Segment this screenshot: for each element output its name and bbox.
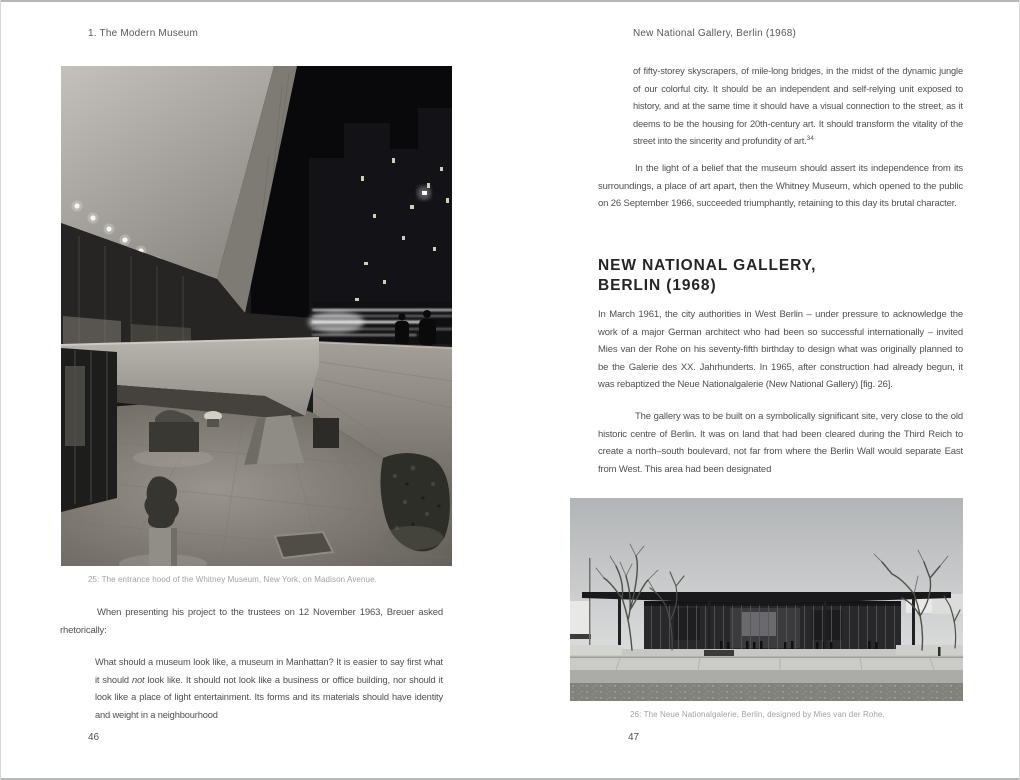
- intro-paragraph: When presenting his project to the trustees on 12 November 1963, Breuer asked rhetorically:: [60, 607, 443, 636]
- figure-25-photo: [61, 66, 452, 566]
- breuer-quote: What should a museum look like, a museum in Manhattan? It is easier to say first what it should not look like. It should not look like a business or office building, nor should it look like a place of light entertainment. Its forms and its materials should have identity and weight in a neighbourhood: [95, 657, 443, 720]
- running-head-left: 1. The Modern Museum: [88, 28, 198, 39]
- neue-nationalgalerie-photo: [570, 498, 963, 701]
- running-head-right: New National Gallery, Berlin (1968): [633, 28, 796, 39]
- page-number-right: 47: [628, 732, 640, 743]
- section-heading-line-2: BERLIN (1968): [598, 276, 717, 294]
- figure-caption-25: 25: The entrance hood of the Whitney Museum, New York, on Madison Avenue.: [88, 575, 377, 584]
- page-number-left: 46: [88, 732, 100, 743]
- figure-caption-26: 26: The Neue Nationalgalerie, Berlin, designed by Mies van der Rohe.: [630, 710, 885, 719]
- section-heading: [598, 256, 816, 295]
- frame-border-left: [0, 0, 1, 780]
- paragraph-commission: In March 1961, the city authorities in West Berlin – under pressure to acknowledge the work of a major German architect who had been so successful internationally – invited Mies van der Rohe on his seventy-fifth birthday to design what was originally planned to be the Galerie des XX. Jahrhunderts. In 1965, after construction had already begun, it was rebaptized the Neue Nationalgalerie (New National Gallery) [fig. 26].: [598, 309, 963, 390]
- paragraph-whitney-conclusion: In the light of a belief that the museum should assert its independence from its surroundings, a place of art apart, then the Whitney Museum, which opened to the public on 26 September 1966, succeeded triumphantly, retaining to this day its brutal character.: [598, 163, 963, 209]
- whitney-museum-photo: [61, 66, 452, 566]
- paragraph-site: The gallery was to be built on a symbolically significant site, very close to the old historic centre of Berlin. It was on land that had been cleared during the Third Reich to create a north–south boulevard, not far from where the Berlin Wall would separate East from West. This area had been designated: [598, 411, 963, 475]
- section-heading-line-1: NEW NATIONAL GALLERY,: [598, 257, 817, 274]
- figure-26-photo: [570, 498, 963, 701]
- frame-border-top: [0, 0, 1020, 2]
- breuer-manifesto-quote: of fifty-storey skyscrapers, of mile-long bridges, in the midst of the dynamic jungle of our colorful city. It should be an independent and self-relying unit exposed to history, and at the same time it should have a visual connection to the street, as it deems to be the housing for 20th-century art. It should transform the vitality of the street into the sincerity and profundity of art.$^{34}$: [633, 66, 963, 146]
